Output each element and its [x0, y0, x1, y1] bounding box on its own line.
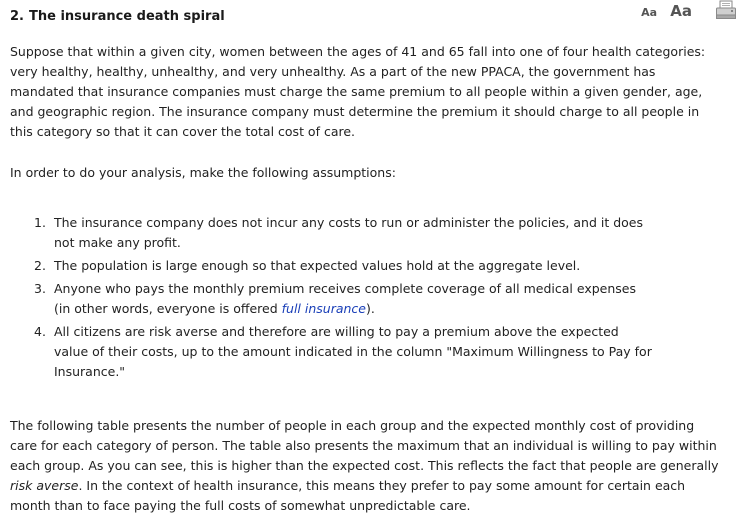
question-title [10, 9, 225, 24]
intro-paragraph: Suppose that within a given city, women between the ages of 41 and 65 fall into one of four health categories: very healthy, healthy, unhealthy, and very unhealthy. As a part of the new PPACA, the government has mandated that insurance companies must charge the same premium to all people within a given gender, age, and geographic region. The insurance company must determine the premium it should charge to all people in this category so that it can cover the total cost of care. [10, 44, 706, 139]
full-insurance-link[interactable]: full insurance [281, 301, 366, 316]
risk-averse-term: risk averse [10, 478, 79, 493]
question-number: 2. [10, 9, 24, 24]
printer-icon[interactable] [715, 0, 737, 20]
table-intro-paragraph [10, 416, 722, 516]
font-size-small-button[interactable]: Aa [641, 6, 657, 19]
list-item-text: The insurance company does not incur any costs to run or administer the policies, and it does not make any profit. [54, 215, 644, 250]
question-header [10, 0, 737, 34]
list-item-number: 1. [34, 215, 46, 230]
list-item-text: The population is large enough so that expected values hold at the aggregate level. [54, 258, 581, 273]
assumptions-intro: In order to do your analysis, make the following assumptions: [10, 165, 396, 180]
question-title-text: The insurance death spiral [28, 9, 225, 24]
list-item-text: All citizens are risk averse and therefore are willing to pay a premium above the expected value of their costs, up to the amount indicated in the column "Maximum Willingness to Pay for Insurance." [54, 324, 652, 379]
list-item-number: 3. [34, 281, 46, 296]
font-size-large-button[interactable]: Aa [670, 2, 692, 20]
list-item-text-after: ). [365, 301, 375, 316]
table-intro-part1: The following table presents the number of people in each group and the expected monthly cost of providing care for each category of person. The table also presents the maximum that an individual is willing to pay within each group. As you can see, this is higher than the expected cost. This reflects the fact that people are generally [10, 418, 719, 473]
list-item-number: 2. [34, 258, 46, 273]
list-item [10, 256, 722, 276]
list-item-text-before: Anyone who pays the monthly premium receives complete coverage of all medical expenses (in other words, everyone is offered [54, 281, 636, 316]
assumptions-list [10, 213, 722, 385]
list-item [10, 322, 722, 382]
list-item [10, 279, 722, 319]
list-item-text [54, 279, 654, 319]
list-item-number: 4. [34, 324, 46, 339]
table-intro-part2: . In the context of health insurance, this means they prefer to pay some amount for certain each month than to face paying the full costs of somewhat unpredictable care. [10, 478, 686, 513]
list-item [10, 213, 722, 253]
